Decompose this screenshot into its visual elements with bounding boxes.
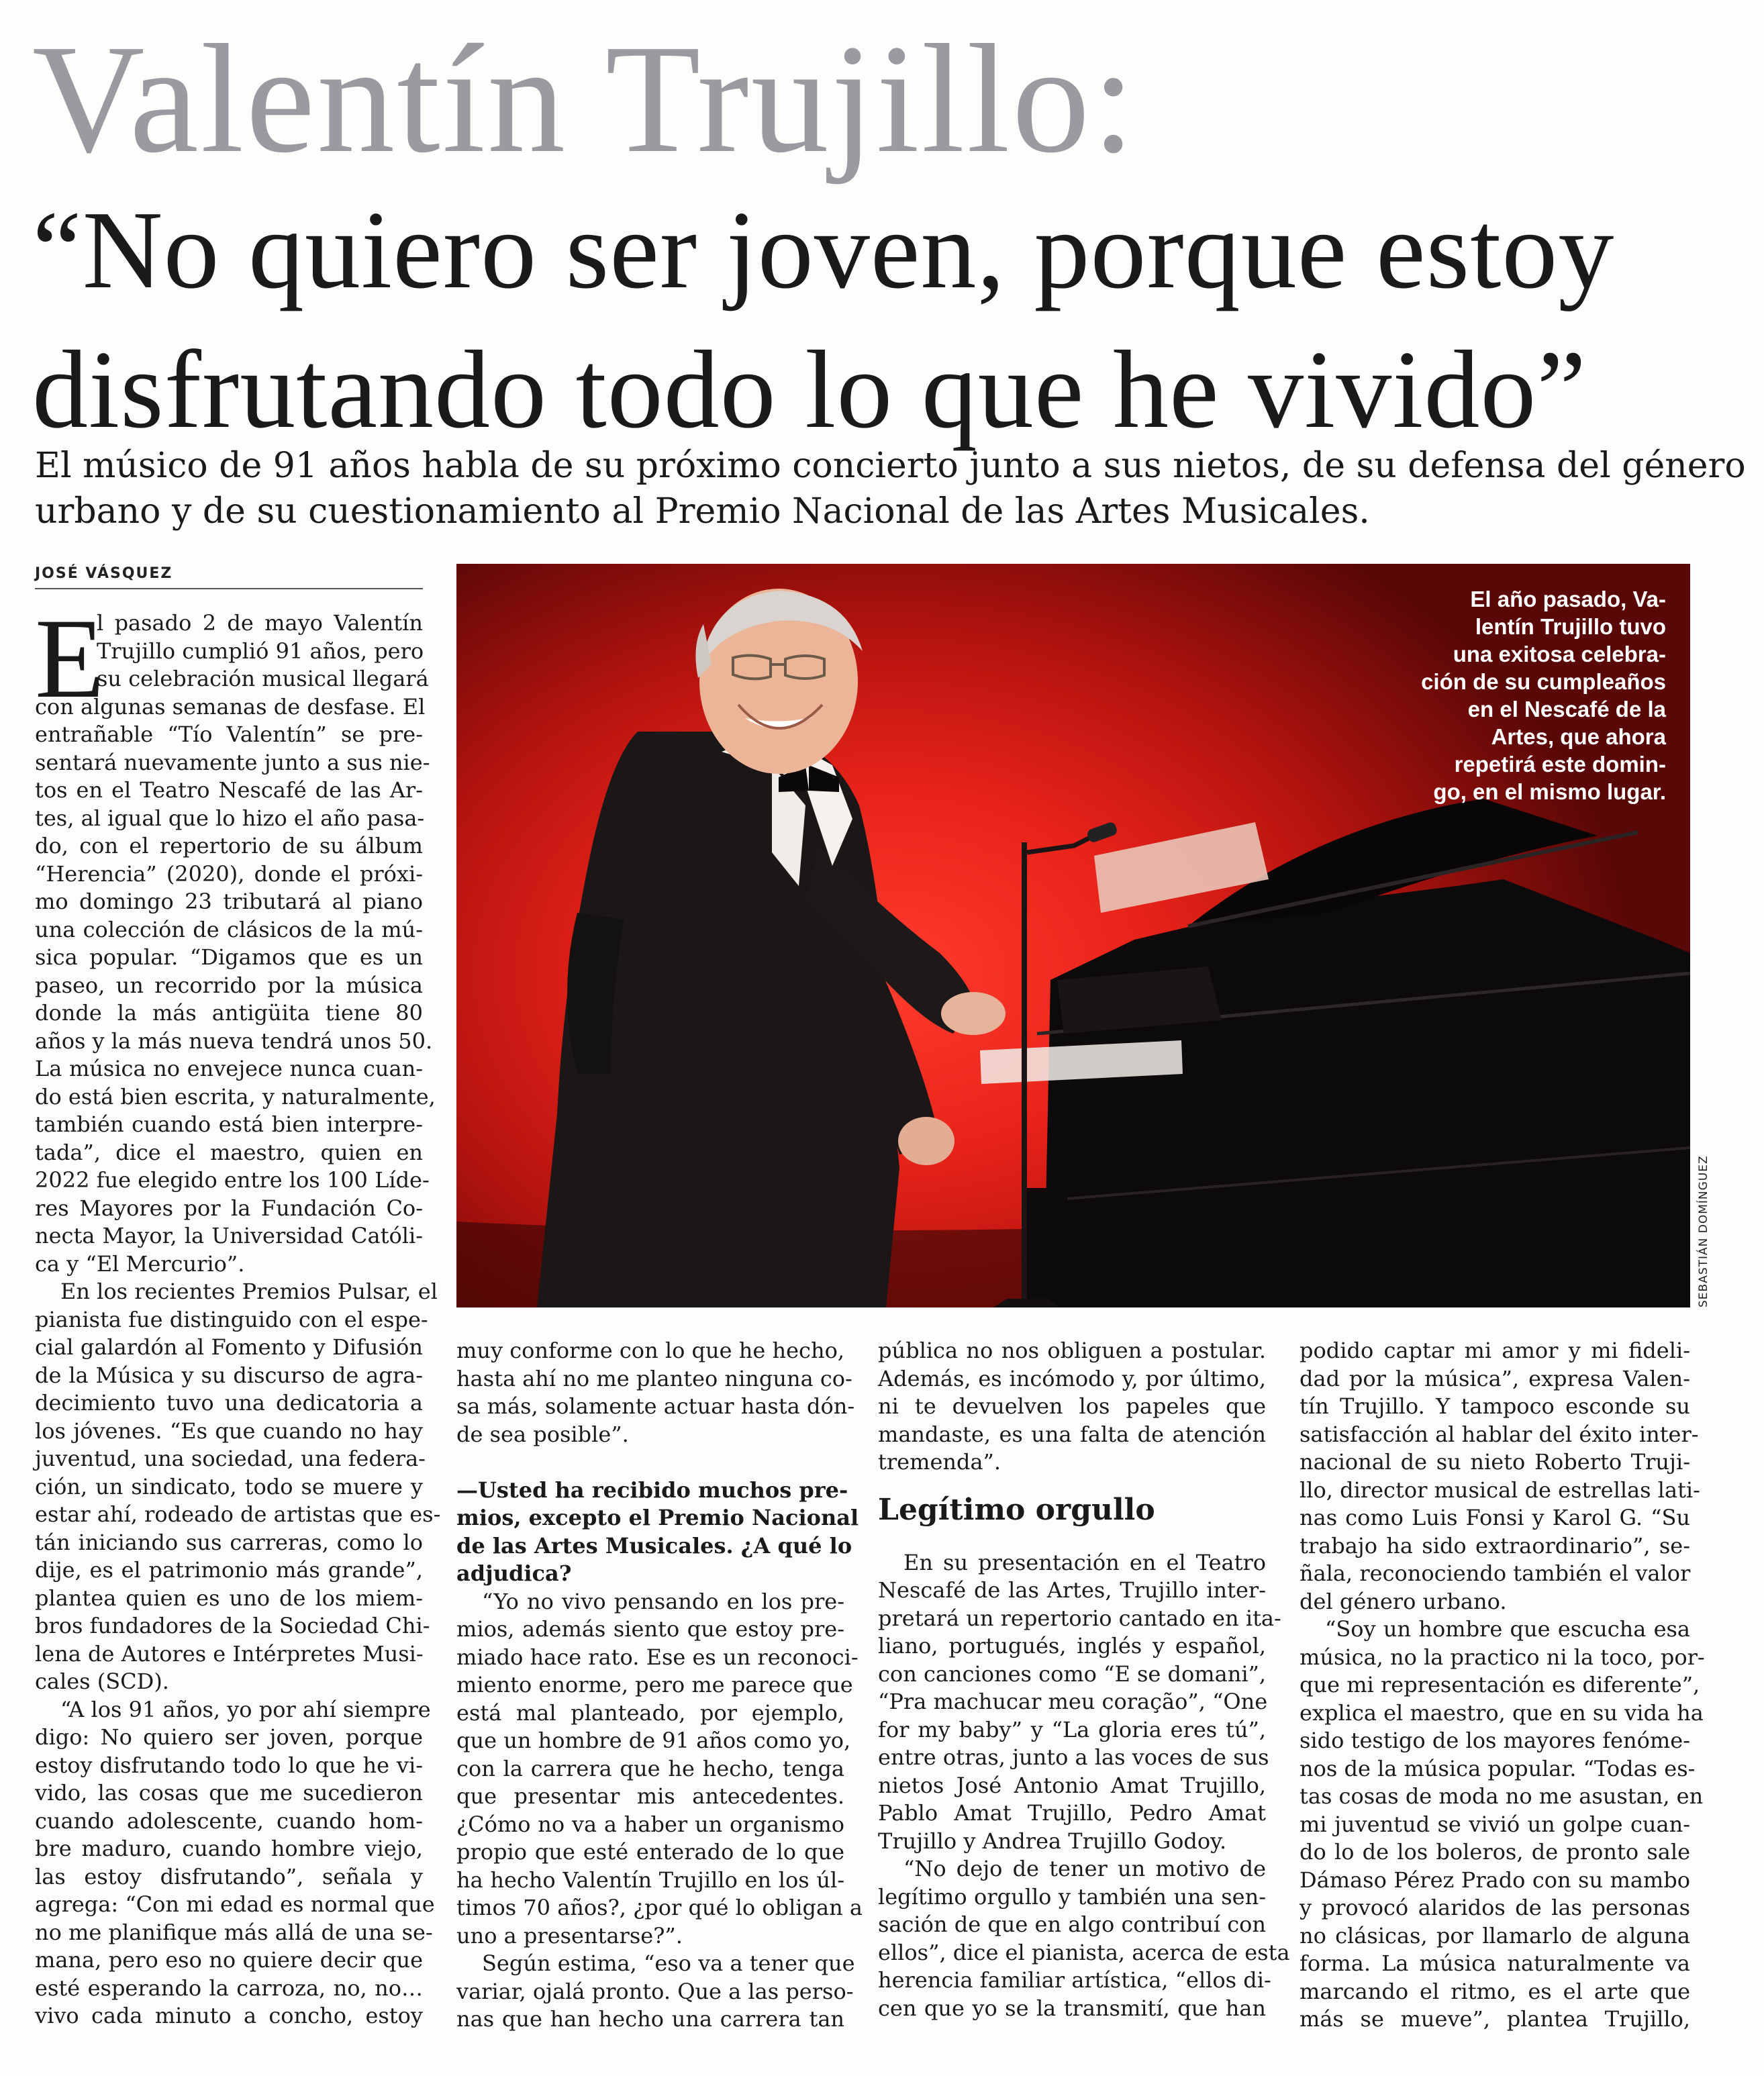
body-line: de sea posible”. — [456, 1421, 629, 1447]
body-line: estar ahí, rodeado de artistas que es- — [35, 1501, 441, 1527]
body-line: donde la más antigüita tiene 80 — [35, 1000, 423, 1026]
body-line: entre otras, junto a las voces de sus — [878, 1744, 1269, 1770]
body-line: res Mayores por la Fundación Co- — [35, 1195, 423, 1221]
headline-line: “No quiero ser joven, porque estoy — [32, 188, 1615, 311]
body-line: cen que yo se la transmití, que han — [878, 1995, 1266, 2021]
body-line: sentará nuevamente junto a sus nie- — [35, 749, 430, 775]
body-line: lena de Autores e Intérpretes Musi- — [35, 1640, 424, 1667]
photo-credit: SEBASTIÁN DOMÍNGUEZ — [1697, 1155, 1710, 1307]
body-line: Dámaso Pérez Prado con su mambo — [1300, 1867, 1690, 1893]
caption-line: en el Nescafé de la — [1467, 697, 1666, 722]
body-line: llo, director musical de estrellas lati- — [1300, 1477, 1700, 1503]
body-line: mios, además siento que estoy pre- — [456, 1616, 844, 1642]
body-line: Nescafé de las Artes, Trujillo inter- — [878, 1577, 1266, 1603]
body-line: hasta ahí no me planteo ninguna co- — [456, 1365, 852, 1391]
body-line: que mi representación es diferente”, — [1300, 1672, 1700, 1697]
body-line: muy conforme con lo que he hecho, — [456, 1338, 844, 1363]
body-line: también cuando está bien interpre- — [35, 1111, 423, 1137]
body-line: La música no envejece nunca cuan- — [35, 1056, 423, 1081]
body-line: do, con el repertorio de su álbum — [35, 833, 423, 858]
body-column-4 — [1300, 1337, 1705, 2034]
body-line: do lo de los boleros, de pronto sale — [1300, 1839, 1690, 1865]
body-line: tes, al igual que lo hizo el año pasa- — [35, 805, 425, 831]
blank-line — [456, 1448, 844, 1477]
body-line: mo domingo 23 tributará al piano — [35, 889, 423, 914]
body-line: Trujillo y Andrea Trujillo Godoy. — [878, 1828, 1227, 1854]
headline-line: disfrutando todo lo que he vivido” — [32, 328, 1587, 451]
body-line: Además, es incómodo y, por último, — [878, 1365, 1266, 1391]
body-line: Según estima, “eso va a tener que — [482, 1950, 855, 1976]
body-line: En su presentación en el Teatro — [903, 1549, 1266, 1575]
body-line: los jóvenes. “Es que cuando no hay — [35, 1418, 423, 1444]
body-line: cial galardón al Fomento y Difusión — [35, 1334, 423, 1360]
photo-caption — [1371, 585, 1666, 805]
caption-line: El año pasado, Va- — [1470, 587, 1666, 611]
body-line: estoy disfrutando todo lo que he vi- — [35, 1752, 423, 1778]
caption-line: Artes, que ahora — [1491, 724, 1666, 749]
body-line: ni te devuelven los papeles que — [878, 1393, 1266, 1419]
body-line: uno a presentarse?”. — [456, 1922, 683, 1948]
body-line: con algunas semanas de desfase. El — [35, 693, 426, 720]
body-line: con canciones como “E se domani”, — [878, 1661, 1267, 1687]
body-line: podido captar mi amor y mi fideli- — [1300, 1338, 1690, 1363]
body-column-3 — [878, 1337, 1290, 2022]
body-line: nietos José Antonio Amat Trujillo, — [878, 1772, 1266, 1798]
body-line: mandaste, es una falta de atención — [878, 1421, 1266, 1447]
body-line: esté esperando la carroza, no, no… — [35, 1975, 423, 2001]
body-line: años y la más nueva tendrá unos 50. — [35, 1028, 433, 1054]
body-line: legítimo orgullo y también una sen- — [878, 1883, 1266, 1910]
body-line: las estoy disfrutando”, señala y — [35, 1863, 423, 1889]
caption-line: lentín Trujillo tuvo — [1475, 614, 1666, 639]
body-line: miento enorme, pero me parece que — [456, 1672, 853, 1697]
body-line: En los recientes Premios Pulsar, el — [60, 1279, 438, 1304]
body-line: mi juventud se vivió un golpe cuan- — [1300, 1811, 1690, 1837]
body-line: sación de que en algo contribuí con — [878, 1912, 1266, 1937]
body-line: con la carrera que he hecho, tenga — [456, 1755, 844, 1781]
body-line: decimiento tuvo una dedicatoria a — [35, 1390, 423, 1416]
concert-photo — [456, 564, 1690, 1307]
body-line: nas que han hecho una carrera tan — [456, 2006, 844, 2032]
body-line: tán iniciando sus carreras, como lo — [35, 1529, 423, 1555]
article-dek — [35, 443, 1746, 534]
body-line: nos de la música popular. “Todas es- — [1300, 1755, 1696, 1781]
body-line: satisfacción al hablar del éxito inter- — [1300, 1421, 1699, 1447]
section-subhead: Legítimo orgullo — [878, 1492, 1155, 1527]
body-line: tremenda”. — [878, 1449, 1001, 1475]
drop-cap: E — [35, 595, 105, 722]
body-line: ca y “El Mercurio”. — [35, 1250, 245, 1277]
caption-line: repetirá este domin- — [1454, 752, 1666, 777]
body-line: de la Música y su discurso de agra- — [35, 1362, 423, 1388]
body-line: ha hecho Valentín Trujillo en los úl- — [456, 1867, 844, 1893]
body-line: sido testigo de los mayores fenóme- — [1300, 1728, 1690, 1753]
body-line: forma. La música naturalmente va — [1300, 1950, 1690, 1976]
interview-question: adjudica? — [456, 1561, 572, 1586]
caption-line: ción de su cumpleaños — [1421, 669, 1666, 694]
body-line: 2022 fue elegido entre los 100 Líde- — [35, 1167, 430, 1193]
body-line: ñala, reconociendo también el valor — [1300, 1561, 1691, 1586]
body-line: Trujillo cumplió 91 años, pero — [97, 638, 424, 664]
body-column-1 — [35, 595, 441, 2030]
body-line: “Soy un hombre que escucha esa — [1325, 1616, 1690, 1642]
body-line: su celebración musical llegará — [97, 666, 429, 691]
body-line: variar, ojalá pronto. Que a las perso- — [456, 1978, 854, 2004]
caption-line: una exitosa celebra- — [1453, 642, 1666, 666]
body-line: ¿Cómo no va a haber un organismo — [456, 1811, 844, 1837]
body-line: for my baby” y “La gloria eres tú”, — [878, 1716, 1266, 1742]
body-line: timos 70 años?, ¿por qué lo obligan a — [456, 1895, 863, 1920]
interview-question: de las Artes Musicales. ¿A qué lo — [456, 1532, 852, 1559]
body-line: marcando el ritmo, es el arte que — [1300, 1978, 1690, 2004]
interview-question: —Usted ha recibido muchos pre- — [456, 1477, 848, 1503]
body-line: que un hombre de 91 años como yo, — [456, 1728, 851, 1753]
body-line: trabajo ha sido extraordinario”, se- — [1300, 1532, 1690, 1559]
body-line: entrañable “Tío Valentín” se pre- — [35, 722, 423, 747]
body-line: cales (SCD). — [35, 1669, 169, 1694]
body-line: vido, las cosas que me sucedieron — [35, 1780, 423, 1806]
body-line: tada”, dice el maestro, quien en — [35, 1139, 423, 1165]
body-line: tas cosas de moda no me asustan, en — [1300, 1783, 1704, 1809]
body-line: “No dejo de tener un motivo de — [903, 1856, 1266, 1881]
body-line: una colección de clásicos de la mú- — [35, 916, 423, 942]
body-line: juventud, una sociedad, una federa- — [35, 1446, 426, 1471]
body-line: paseo, un recorrido por la música — [35, 972, 423, 998]
body-line: ción, un sindicato, todo se muere y — [35, 1473, 423, 1499]
body-line: pretará un repertorio cantado en ita- — [878, 1605, 1281, 1631]
body-line: explica el maestro, que en su vida ha — [1300, 1699, 1704, 1726]
body-line: cuando adolescente, cuando hom- — [35, 1808, 423, 1834]
body-line: dije, es el patrimonio más grande”, — [35, 1557, 423, 1583]
body-line: no me planifique más allá de una se- — [35, 1919, 433, 1945]
article-headline — [32, 180, 1614, 459]
body-line: pública no nos obliguen a postular. — [878, 1338, 1266, 1363]
body-line: bros fundadores de la Sociedad Chi- — [35, 1613, 430, 1638]
body-line: do está bien escrita, y naturalmente, — [35, 1083, 436, 1109]
body-column-2 — [456, 1337, 863, 2034]
body-line: no clásicas, por llamarlo de alguna — [1300, 1922, 1690, 1948]
body-line: nas como Luis Fonsi y Karol G. “Su — [1300, 1505, 1690, 1530]
body-line: Pablo Amat Trujillo, Pedro Amat — [878, 1800, 1266, 1826]
dek-line: El músico de 91 años habla de su próximo concierto junto a sus nietos, de su defensa del género — [35, 446, 1746, 486]
body-line: tos en el Teatro Nescafé de las Ar- — [35, 777, 423, 803]
body-line: vivo cada minuto a concho, estoy — [35, 2003, 423, 2028]
body-line: plantea quien es uno de los miem- — [35, 1585, 423, 1611]
body-line: del género urbano. — [1300, 1588, 1507, 1614]
body-line: sa más, solamente actuar hasta dón- — [456, 1393, 855, 1419]
body-line: más se mueve”, plantea Trujillo, — [1300, 2006, 1690, 2032]
body-line: ellos”, dice el pianista, acerca de esta — [878, 1939, 1290, 1965]
body-line: agrega: “Con mi edad es normal que — [35, 1891, 435, 1917]
body-line: “Pra machucar meu coração”, “One — [878, 1689, 1268, 1714]
byline-rule — [35, 588, 423, 589]
body-line: l pasado 2 de mayo Valentín — [97, 610, 423, 636]
body-line: “Yo no vivo pensando en los pre- — [482, 1588, 844, 1614]
body-line: miado hace rato. Ese es un reconoci- — [456, 1644, 859, 1670]
body-line: herencia familiar artística, “ellos di- — [878, 1967, 1271, 1993]
body-line: música, no la practico ni la toco, por- — [1300, 1644, 1705, 1670]
body-line: mana, pero eso no quiere decir que — [35, 1947, 423, 1973]
body-line: y provocó alaridos de las personas — [1300, 1895, 1690, 1920]
dek-line: urbano y de su cuestionamiento al Premio Nacional de las Artes Musicales. — [35, 491, 1370, 532]
body-line: está mal planteado, por ejemplo, — [456, 1699, 844, 1726]
body-line: propio que esté enterado de lo que — [456, 1839, 844, 1865]
caption-line: go, en el mismo lugar. — [1433, 779, 1666, 804]
body-line: liano, portugués, inglés y español, — [878, 1633, 1266, 1659]
body-line: “A los 91 años, yo por ahí siempre — [60, 1696, 431, 1722]
body-line: sica popular. “Digamos que es un — [35, 944, 423, 970]
body-line: digo: No quiero ser joven, porque — [35, 1724, 423, 1750]
byline: JOSÉ VÁSQUEZ — [35, 565, 173, 582]
body-line: bre maduro, cuando hombre viejo, — [35, 1836, 423, 1861]
body-line: que presentar mis antecedentes. — [456, 1783, 844, 1809]
body-line: pianista fue distinguido con el espe- — [35, 1306, 428, 1332]
body-line: dad por la música”, expresa Valen- — [1300, 1365, 1690, 1391]
body-line: nacional de su nieto Roberto Truji- — [1300, 1449, 1690, 1475]
body-line: “Herencia” (2020), donde el próxi- — [35, 860, 423, 887]
body-line: tín Trujillo. Y tampoco esconde su — [1300, 1393, 1690, 1419]
interview-question: mios, excepto el Premio Nacional — [456, 1505, 859, 1530]
body-line: necta Mayor, la Universidad Católi- — [35, 1223, 423, 1248]
article-kicker: Valentín Trujillo: — [32, 13, 1138, 185]
